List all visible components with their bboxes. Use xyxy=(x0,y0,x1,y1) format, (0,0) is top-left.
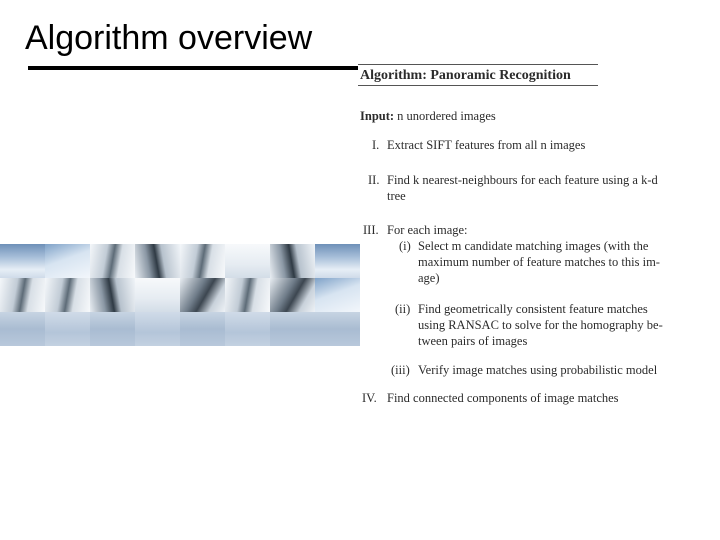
algorithm-top-rule xyxy=(358,64,598,65)
step-2-line-1: Find k nearest-neighbours for each feature using a k-d xyxy=(387,173,658,187)
algorithm-heading: Algorithm: Panoramic Recognition xyxy=(360,68,571,83)
input-label: Input: xyxy=(360,109,395,123)
mosaic-photo-tile xyxy=(315,244,360,278)
mosaic-photo-tile xyxy=(180,278,225,312)
mosaic-photo-tile xyxy=(315,312,360,346)
step-number-3: III. xyxy=(363,223,379,237)
mosaic-photo-tile xyxy=(90,312,135,346)
substep-ii-line-1: Find geometrically consistent feature matches xyxy=(418,302,648,316)
mosaic-photo-tile xyxy=(45,244,90,278)
mosaic-photo-tile xyxy=(225,278,270,312)
mosaic-photo-tile xyxy=(270,278,315,312)
algorithm-input xyxy=(360,109,496,124)
mosaic-photo-tile xyxy=(0,278,45,312)
mosaic-photo-tile xyxy=(270,244,315,278)
title-underline xyxy=(28,66,358,70)
mosaic-photo-tile xyxy=(90,278,135,312)
substep-i-line-2: maximum number of feature matches to this im- xyxy=(418,255,660,269)
mosaic-photo-tile xyxy=(90,244,135,278)
substep-number-i: (i) xyxy=(399,239,411,253)
step-number-4: IV. xyxy=(362,391,377,405)
mosaic-photo-tile xyxy=(180,244,225,278)
substep-number-iii: (iii) xyxy=(391,363,410,377)
substep-number-ii: (ii) xyxy=(395,302,411,316)
step-number-1: I. xyxy=(372,138,380,152)
step-1-line-1: Extract SIFT features from all n images xyxy=(387,138,586,152)
mosaic-photo-tile xyxy=(225,312,270,346)
substep-i-line-3: age) xyxy=(418,271,440,285)
mosaic-photo-tile xyxy=(135,312,180,346)
mosaic-photo-tile xyxy=(315,278,360,312)
substep-iii-line-1: Verify image matches using probabilistic model xyxy=(418,363,658,377)
mosaic-photo-tile xyxy=(180,312,225,346)
substep-ii-line-2: using RANSAC to solve for the homography be- xyxy=(418,318,663,332)
step-4-line-1: Find connected components of image matches xyxy=(387,391,619,405)
substep-ii-line-3: tween pairs of images xyxy=(418,334,528,348)
algorithm-box xyxy=(358,60,703,415)
panorama-image-mosaic xyxy=(0,244,360,346)
algorithm-heading-rule xyxy=(358,85,598,86)
mosaic-photo-tile xyxy=(45,312,90,346)
step-number-2: II. xyxy=(368,173,380,187)
slide-title: Algorithm overview xyxy=(25,19,313,57)
mosaic-photo-tile xyxy=(225,244,270,278)
mosaic-photo-tile xyxy=(0,244,45,278)
mosaic-photo-tile xyxy=(270,312,315,346)
mosaic-photo-tile xyxy=(0,312,45,346)
mosaic-photo-tile xyxy=(135,278,180,312)
step-2-line-2: tree xyxy=(387,189,406,203)
mosaic-photo-tile xyxy=(45,278,90,312)
input-text: n unordered images xyxy=(397,109,496,123)
mosaic-photo-tile xyxy=(135,244,180,278)
substep-i-line-1: Select m candidate matching images (with the xyxy=(418,239,649,253)
step-3-line-1: For each image: xyxy=(387,223,468,237)
